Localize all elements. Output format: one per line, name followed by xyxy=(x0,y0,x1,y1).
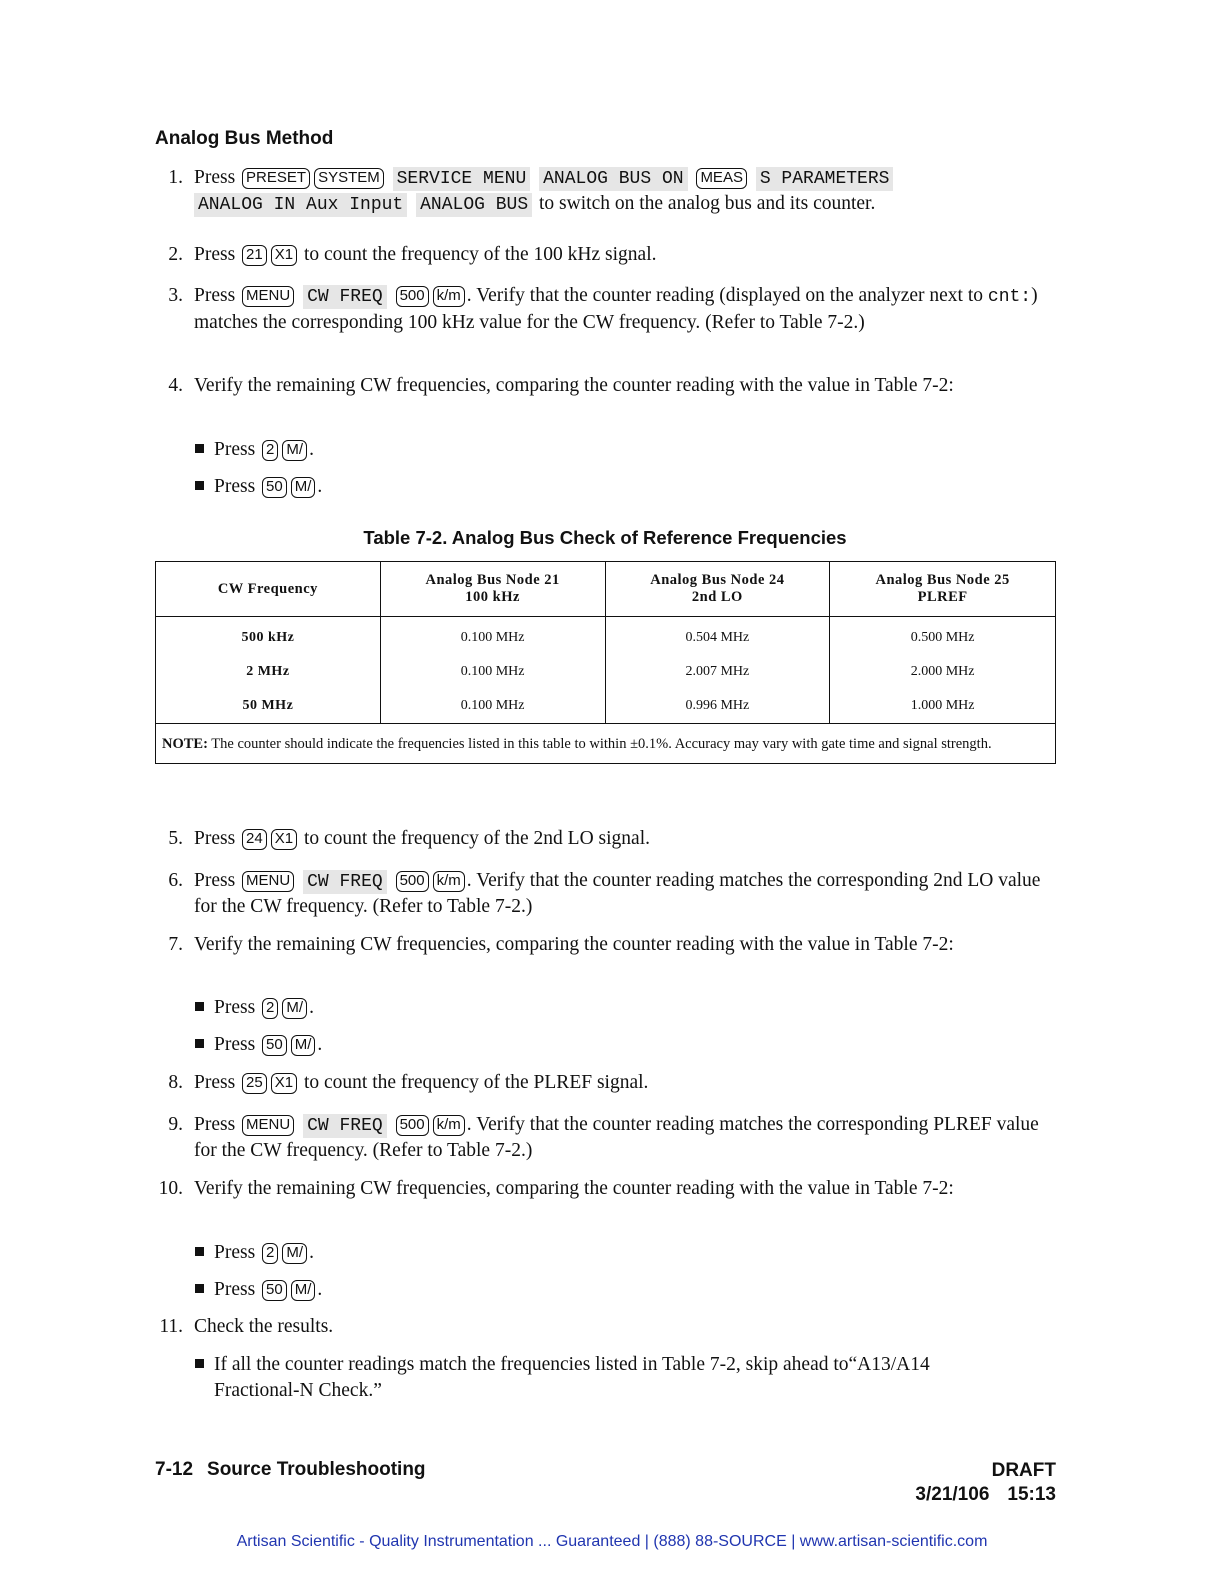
key-24: 24 xyxy=(242,829,267,850)
softkey-cw-freq: CW FREQ xyxy=(303,285,387,309)
key-m: M/ xyxy=(282,1243,307,1264)
table-note-row xyxy=(156,724,1056,764)
step-number: 2. xyxy=(168,244,183,265)
press-text: Press xyxy=(194,244,236,265)
step-number: 7. xyxy=(168,934,183,955)
menu-key: MENU xyxy=(242,1115,294,1136)
key-2: 2 xyxy=(262,998,278,1019)
table-header-row xyxy=(156,562,1056,617)
step-7 xyxy=(155,932,1055,958)
key-m: M/ xyxy=(291,477,316,498)
key-500: 500 xyxy=(396,871,429,892)
step-number: 10. xyxy=(158,1178,183,1199)
section-name: Source Troubleshooting xyxy=(207,1459,426,1480)
softkey-s-parameters: S PARAMETERS xyxy=(756,167,894,191)
step-number: 3. xyxy=(168,285,183,306)
bullet-square-icon xyxy=(195,1247,204,1256)
column-header: Analog Bus Node 24 2nd LO xyxy=(605,562,830,617)
softkey-analog-in-aux-input: ANALOG IN Aux Input xyxy=(194,193,407,217)
key-2: 2 xyxy=(262,440,278,461)
press-text: Press xyxy=(214,1034,256,1055)
page-number: 7-12 xyxy=(155,1459,194,1480)
table-cell: 0.100 MHz xyxy=(380,655,605,689)
step-text: . Verify that the counter reading matches the corresponding PLREF value for the CW frequency. (Refer to Table 7-2.) xyxy=(194,1114,1039,1161)
key-k-m: k/m xyxy=(433,286,465,307)
key-2: 2 xyxy=(262,1243,278,1264)
step-3 xyxy=(155,283,1055,336)
press-text: Press xyxy=(194,167,236,188)
draft-label: DRAFT xyxy=(991,1460,1056,1481)
softkey-cw-freq: CW FREQ xyxy=(303,870,387,894)
step-text: ) matches the corresponding 100 kHz value for the CW frequency. (Refer to Table 7-2.) xyxy=(194,285,1038,333)
key-m: M/ xyxy=(291,1280,316,1301)
press-text: Press xyxy=(214,1279,256,1300)
step-1 xyxy=(155,165,1055,217)
key-k-m: k/m xyxy=(433,1115,465,1136)
step-number: 4. xyxy=(168,375,183,396)
softkey-analog-bus: ANALOG BUS xyxy=(416,193,532,217)
column-header: Analog Bus Node 25 PLREF xyxy=(830,562,1056,617)
bullet-item: Press 50 M/ . xyxy=(195,1277,1055,1303)
bullet-text: If all the counter readings match the frequencies listed in Table 7-2, skip ahead to“A13/A14 Fractional-N Check.” xyxy=(214,1354,930,1401)
step-text: to count the frequency of the PLREF signal. xyxy=(303,1072,649,1093)
table-cell: 0.996 MHz xyxy=(605,689,830,724)
table-row xyxy=(156,689,1056,724)
bullet-square-icon xyxy=(195,1039,204,1048)
note-label: NOTE: xyxy=(162,736,208,752)
step-text: to switch on the analog bus and its counter. xyxy=(539,193,876,214)
press-text: Press xyxy=(194,828,236,849)
table-row xyxy=(156,617,1056,656)
bullet-square-icon xyxy=(195,1284,204,1293)
key-k-m: k/m xyxy=(433,871,465,892)
key-m: M/ xyxy=(291,1035,316,1056)
step-text: Verify the remaining CW frequencies, comparing the counter reading with the value in Table 7-2: xyxy=(194,375,954,396)
step-number: 5. xyxy=(168,828,183,849)
key-21: 21 xyxy=(242,245,267,266)
table-cell: 0.100 MHz xyxy=(380,689,605,724)
draft-date: 3/21/106 xyxy=(915,1484,990,1505)
key-x1: X1 xyxy=(271,1073,297,1094)
press-text: Press xyxy=(194,870,236,891)
step-text: Verify the remaining CW frequencies, comparing the counter reading with the value in Table 7-2: xyxy=(194,934,954,955)
counter-label: cnt: xyxy=(987,287,1032,307)
table-cell: 0.500 MHz xyxy=(830,617,1056,656)
table-cell: 0.504 MHz xyxy=(605,617,830,656)
key-25: 25 xyxy=(242,1073,267,1094)
table-cell: 0.100 MHz xyxy=(380,617,605,656)
bullet-item: Press 50 M/ . xyxy=(195,1032,1055,1058)
page-footer-right xyxy=(915,1459,1056,1507)
table-cell: 50 MHz xyxy=(156,689,381,724)
table-cell: 2.007 MHz xyxy=(605,655,830,689)
step-number: 8. xyxy=(168,1072,183,1093)
key-m: M/ xyxy=(282,440,307,461)
key-50: 50 xyxy=(262,477,287,498)
section-heading: Analog Bus Method xyxy=(155,128,334,149)
bullet-square-icon xyxy=(195,481,204,490)
step-text: Verify the remaining CW frequencies, comparing the counter reading with the value in Table 7-2: xyxy=(194,1178,954,1199)
bullet-item: Press 50 M/ . xyxy=(195,474,1055,500)
press-text: Press xyxy=(214,1242,256,1263)
step-9 xyxy=(155,1112,1055,1164)
key-x1: X1 xyxy=(271,829,297,850)
bullet-square-icon xyxy=(195,444,204,453)
table-cell: 2.000 MHz xyxy=(830,655,1056,689)
column-header: Analog Bus Node 21 100 kHz xyxy=(380,562,605,617)
press-text: Press xyxy=(194,1114,236,1135)
table-title: Table 7-2. Analog Bus Check of Reference Frequencies xyxy=(363,527,847,548)
step-number: 6. xyxy=(168,870,183,891)
key-50: 50 xyxy=(262,1280,287,1301)
step-6 xyxy=(155,868,1055,920)
menu-key: MENU xyxy=(242,871,294,892)
step-text: to count the frequency of the 100 kHz signal. xyxy=(303,244,657,265)
press-text: Press xyxy=(214,997,256,1018)
menu-key: MENU xyxy=(242,286,294,307)
table-row xyxy=(156,655,1056,689)
step-8 xyxy=(155,1070,1055,1096)
softkey-service-menu: SERVICE MENU xyxy=(393,167,531,191)
step-2 xyxy=(155,242,1055,268)
step-number: 11. xyxy=(159,1316,183,1337)
note-text: The counter should indicate the frequencies listed in this table to within ±0.1%. Accuracy may vary with gate time and signal strength. xyxy=(211,736,992,752)
step-5 xyxy=(155,826,1055,852)
step-10 xyxy=(155,1176,1055,1202)
step-11 xyxy=(155,1314,1055,1340)
step-text: to count the frequency of the 2nd LO signal. xyxy=(303,828,650,849)
key-x1: X1 xyxy=(271,245,297,266)
page-footer-left xyxy=(155,1459,426,1481)
step-4 xyxy=(155,373,1055,399)
softkey-cw-freq: CW FREQ xyxy=(303,1114,387,1138)
system-key: SYSTEM xyxy=(314,168,384,189)
softkey-analog-bus-on: ANALOG BUS ON xyxy=(539,167,687,191)
table-note xyxy=(156,724,1056,764)
bullet-item: Press 2 M/ . xyxy=(195,995,1055,1021)
bullet-item: Press 2 M/ . xyxy=(195,1240,1055,1266)
reference-frequency-table xyxy=(155,561,1056,764)
table-cell: 500 kHz xyxy=(156,617,381,656)
press-text: Press xyxy=(194,1072,236,1093)
draft-time: 15:13 xyxy=(1007,1484,1056,1505)
bullet-square-icon xyxy=(195,1002,204,1011)
step-number: 1. xyxy=(168,167,183,188)
key-500: 500 xyxy=(396,1115,429,1136)
key-m: M/ xyxy=(282,998,307,1019)
press-text: Press xyxy=(194,285,236,306)
press-text: Press xyxy=(214,439,256,460)
meas-key: MEAS xyxy=(696,168,747,189)
key-500: 500 xyxy=(396,286,429,307)
vendor-banner: Artisan Scientific - Quality Instrumentation ... Guaranteed | (888) 88-SOURCE | www.artisan-scientific.com xyxy=(236,1533,988,1550)
bullet-square-icon xyxy=(195,1359,204,1368)
column-header: CW Frequency xyxy=(156,562,381,617)
bullet-item xyxy=(195,1352,994,1404)
step-text: Check the results. xyxy=(194,1316,334,1337)
step-text: . Verify that the counter reading (displayed on the analyzer next to xyxy=(466,285,984,306)
press-text: Press xyxy=(214,476,256,497)
preset-key: PRESET xyxy=(242,168,310,189)
table-cell: 1.000 MHz xyxy=(830,689,1056,724)
step-number: 9. xyxy=(168,1114,183,1135)
table-cell: 2 MHz xyxy=(156,655,381,689)
step-text: . Verify that the counter reading matches the corresponding 2nd LO value for the CW frequency. (Refer to Table 7-2.) xyxy=(194,870,1041,917)
bullet-item: Press 2 M/ . xyxy=(195,437,1055,463)
key-50: 50 xyxy=(262,1035,287,1056)
